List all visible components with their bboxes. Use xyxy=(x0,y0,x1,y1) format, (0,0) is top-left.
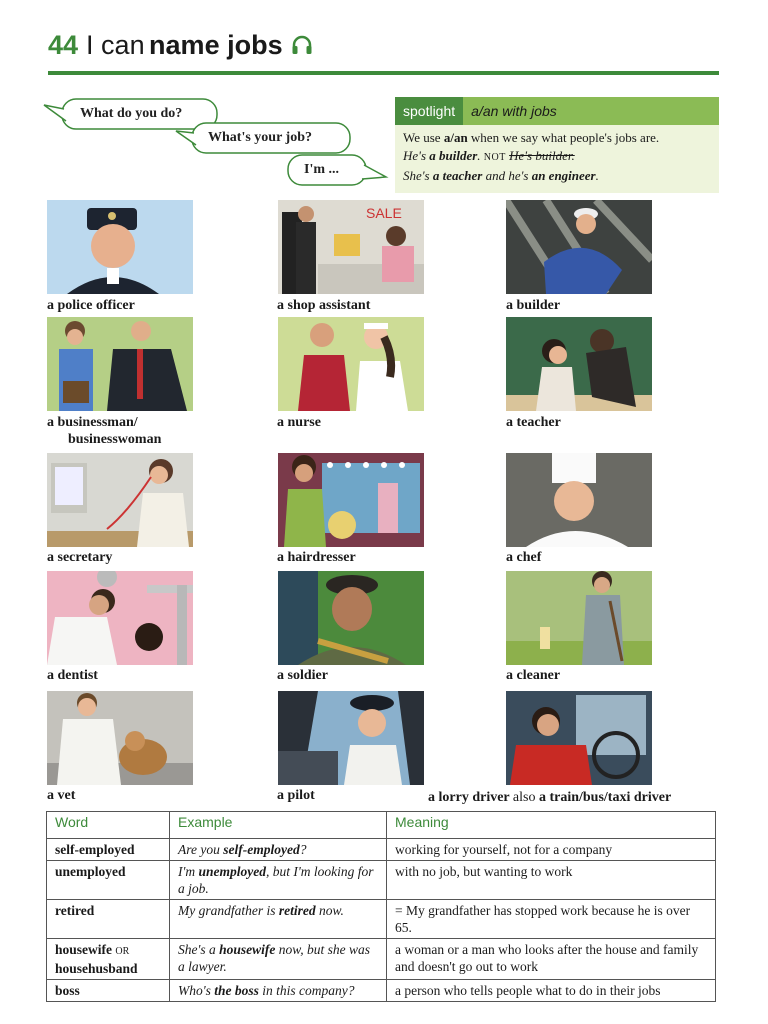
table-row xyxy=(47,980,716,1002)
police-officer-image xyxy=(47,200,193,294)
table-row xyxy=(47,861,716,900)
caption-teacher: a teacher xyxy=(506,415,561,430)
word-cell: boss xyxy=(47,980,170,1002)
header-meaning: Meaning xyxy=(387,812,716,839)
spotlight-tag: spotlight xyxy=(395,97,463,125)
word-cell: unemployed xyxy=(47,861,170,900)
caption-shop-assistant: a shop assistant xyxy=(277,298,371,313)
unit-header xyxy=(48,30,313,61)
unit-number: 44 xyxy=(48,30,79,60)
vet-image xyxy=(47,691,193,785)
header-rule xyxy=(48,71,719,75)
vocabulary-table xyxy=(46,811,716,1002)
word-cell: retired xyxy=(47,900,170,939)
unit-title-bold: name jobs xyxy=(149,30,283,60)
word-cell: self-employed xyxy=(47,839,170,861)
teacher-image xyxy=(506,317,652,411)
caption-builder: a builder xyxy=(506,298,561,313)
caption-cleaner: a cleaner xyxy=(506,668,561,683)
spotlight-box xyxy=(395,97,719,193)
example-cell: She's a housewife now, but she was a lawyer. xyxy=(170,939,387,980)
example-cell: My grandfather is retired now. xyxy=(170,900,387,939)
example-cell: Who's the boss in this company? xyxy=(170,980,387,1002)
cleaner-image xyxy=(506,571,652,665)
word-cell: housewife OR househusband xyxy=(47,939,170,980)
shop-assistant-image xyxy=(278,200,424,294)
businessman-businesswoman-image xyxy=(47,317,193,411)
spotlight-title: a/an with jobs xyxy=(471,103,557,119)
spotlight-line-1: We use a/an when we say what people's jobs are. xyxy=(403,130,660,145)
bubble-what-do-you-do: What do you do? xyxy=(80,106,183,121)
caption-hairdresser: a hairdresser xyxy=(277,550,356,565)
caption-soldier: a soldier xyxy=(277,668,328,683)
dentist-image xyxy=(47,571,193,665)
bubble-im: I'm ... xyxy=(304,162,339,177)
meaning-cell: with no job, but wanting to work xyxy=(387,861,716,900)
spotlight-line-2: He's a builder. NOT He's builder. xyxy=(403,148,575,163)
caption-secretary: a secretary xyxy=(47,550,113,565)
pilot-image xyxy=(278,691,424,785)
table-row xyxy=(47,900,716,939)
table-header-row xyxy=(47,812,716,839)
sale-sign: SALE xyxy=(366,205,402,221)
header-word: Word xyxy=(47,812,170,839)
header-example: Example xyxy=(170,812,387,839)
hairdresser-image xyxy=(278,453,424,547)
meaning-cell: = My grandfather has stopped work because he is over 65. xyxy=(387,900,716,939)
meaning-cell: working for yourself, not for a company xyxy=(387,839,716,861)
builder-image xyxy=(506,200,652,294)
unit-title-plain: I can xyxy=(86,30,145,60)
caption-businessman: a businessman/ xyxy=(47,415,138,430)
caption-businesswoman: businesswoman xyxy=(68,432,162,447)
caption-police-officer: a police officer xyxy=(47,298,135,313)
example-cell: I'm unemployed, but I'm looking for a job. xyxy=(170,861,387,900)
table-row xyxy=(47,939,716,980)
headphones-icon[interactable] xyxy=(291,34,313,61)
spotlight-header xyxy=(395,97,719,125)
caption-pilot: a pilot xyxy=(277,788,315,803)
caption-vet: a vet xyxy=(47,788,76,803)
chef-image xyxy=(506,453,652,547)
meaning-cell: a woman or a man who looks after the house and family and doesn't go out to work xyxy=(387,939,716,980)
lorry-driver-image xyxy=(506,691,652,785)
spotlight-body xyxy=(395,125,719,189)
caption-nurse: a nurse xyxy=(277,415,321,430)
caption-lorry-driver: a lorry driver also a train/bus/taxi driver xyxy=(428,790,672,805)
nurse-image xyxy=(278,317,424,411)
meaning-cell: a person who tells people what to do in their jobs xyxy=(387,980,716,1002)
caption-chef: a chef xyxy=(506,550,542,565)
soldier-image xyxy=(278,571,424,665)
caption-dentist: a dentist xyxy=(47,668,98,683)
spotlight-line-3: She's a teacher and he's an engineer. xyxy=(403,168,599,183)
secretary-image xyxy=(47,453,193,547)
bubble-whats-your-job: What's your job? xyxy=(208,130,312,145)
example-cell: Are you self-employed? xyxy=(170,839,387,861)
table-row xyxy=(47,839,716,861)
